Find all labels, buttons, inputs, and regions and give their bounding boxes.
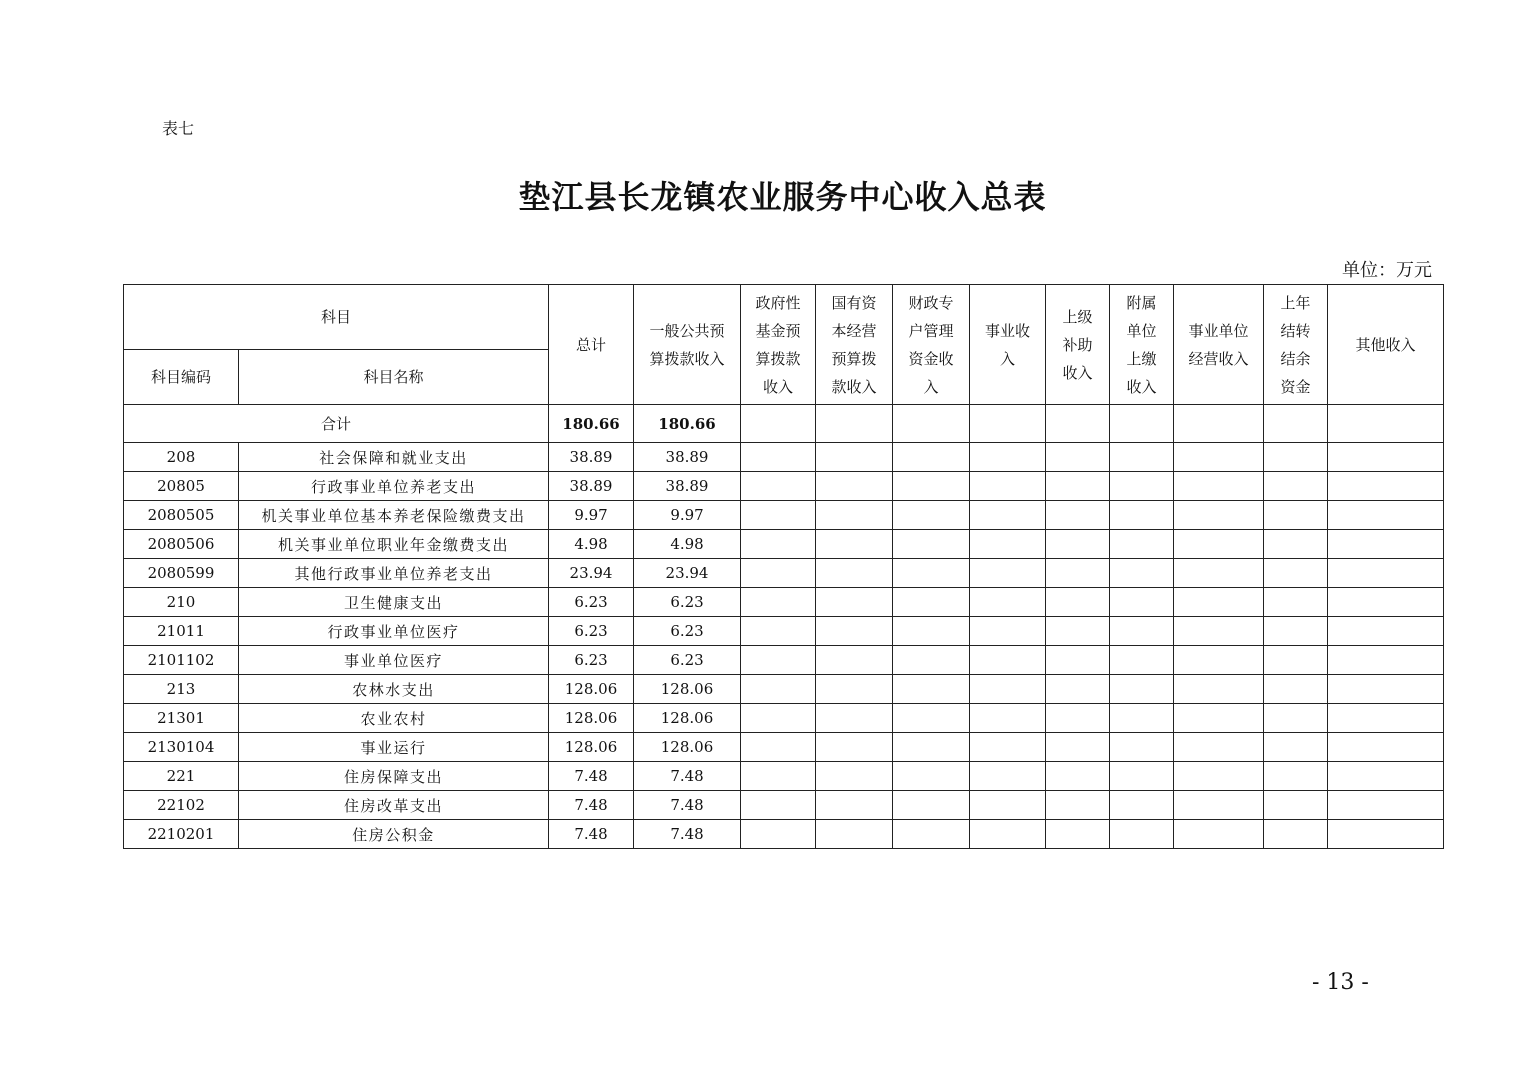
empty-cell xyxy=(816,530,893,559)
empty-cell xyxy=(816,617,893,646)
table-row xyxy=(124,617,1444,646)
header-line: 资金收 xyxy=(908,349,954,368)
empty-cell xyxy=(1046,646,1110,675)
empty-cell xyxy=(816,443,893,472)
empty-cell xyxy=(1328,588,1444,617)
empty-cell xyxy=(1046,472,1110,501)
empty-cell xyxy=(816,472,893,501)
general-budget-cell: 7.48 xyxy=(634,820,741,849)
total-cell: 4.98 xyxy=(549,530,634,559)
header-line: 预算拨 xyxy=(831,349,877,368)
empty-cell xyxy=(741,443,816,472)
empty-cell xyxy=(1110,791,1174,820)
empty-cell xyxy=(741,791,816,820)
header-line: 补助 xyxy=(1062,335,1093,354)
total-value: 180.66 xyxy=(549,405,634,443)
total-general-budget: 180.66 xyxy=(634,405,741,443)
empty-cell xyxy=(1046,559,1110,588)
empty-cell xyxy=(1264,820,1328,849)
header-line: 上级 xyxy=(1062,307,1093,326)
empty-cell xyxy=(970,472,1046,501)
total-cell: 38.89 xyxy=(549,443,634,472)
empty-cell xyxy=(1110,617,1174,646)
subject-code-cell: 21011 xyxy=(124,617,239,646)
empty-cell xyxy=(1110,588,1174,617)
empty-cell xyxy=(816,733,893,762)
empty-cell xyxy=(1264,405,1328,443)
empty-cell xyxy=(816,762,893,791)
empty-cell xyxy=(816,501,893,530)
empty-cell xyxy=(1264,501,1328,530)
header-line: 款收入 xyxy=(831,377,877,396)
empty-cell xyxy=(1264,559,1328,588)
empty-cell xyxy=(816,704,893,733)
empty-cell xyxy=(970,762,1046,791)
empty-cell xyxy=(1110,530,1174,559)
header-special-account xyxy=(893,285,970,405)
empty-cell xyxy=(893,791,970,820)
header-line: 户管理 xyxy=(908,321,954,340)
empty-cell xyxy=(1264,704,1328,733)
empty-cell xyxy=(816,675,893,704)
subject-name-cell: 事业单位医疗 xyxy=(239,646,549,675)
general-budget-cell: 6.23 xyxy=(634,617,741,646)
empty-cell xyxy=(816,405,893,443)
subject-code-cell: 208 xyxy=(124,443,239,472)
table-row xyxy=(124,501,1444,530)
total-cell: 128.06 xyxy=(549,733,634,762)
empty-cell xyxy=(1110,405,1174,443)
header-line: 基金预 xyxy=(755,321,801,340)
empty-cell xyxy=(1174,791,1264,820)
header-line: 其他收入 xyxy=(1355,335,1416,354)
header-subject: 科目 xyxy=(124,285,549,350)
empty-cell xyxy=(1046,791,1110,820)
empty-cell xyxy=(741,762,816,791)
header-superior-subsidy xyxy=(1046,285,1110,405)
empty-cell xyxy=(1046,443,1110,472)
empty-cell xyxy=(893,559,970,588)
header-line: 财政专 xyxy=(908,293,954,312)
empty-cell xyxy=(1174,820,1264,849)
total-cell: 6.23 xyxy=(549,646,634,675)
table-row xyxy=(124,675,1444,704)
empty-cell xyxy=(1174,501,1264,530)
empty-cell xyxy=(970,530,1046,559)
header-business-income xyxy=(970,285,1046,405)
header-line: 入 xyxy=(1000,349,1016,368)
empty-cell xyxy=(1046,733,1110,762)
header-general-budget xyxy=(634,285,741,405)
general-budget-cell: 4.98 xyxy=(634,530,741,559)
subject-name-cell: 住房改革支出 xyxy=(239,791,549,820)
subject-code-cell: 2210201 xyxy=(124,820,239,849)
header-line: 事业收 xyxy=(985,321,1031,340)
empty-cell xyxy=(1264,443,1328,472)
empty-cell xyxy=(1174,588,1264,617)
header-line: 收入 xyxy=(1062,363,1093,382)
empty-cell xyxy=(1174,617,1264,646)
empty-cell xyxy=(1174,762,1264,791)
empty-cell xyxy=(1264,791,1328,820)
header-line: 上年 xyxy=(1280,293,1311,312)
empty-cell xyxy=(741,646,816,675)
empty-cell xyxy=(1046,501,1110,530)
empty-cell xyxy=(741,617,816,646)
subject-name-cell: 住房公积金 xyxy=(239,820,549,849)
empty-cell xyxy=(816,646,893,675)
subject-name-cell: 机关事业单位职业年金缴费支出 xyxy=(239,530,549,559)
empty-cell xyxy=(741,405,816,443)
header-line: 经营收入 xyxy=(1188,349,1249,368)
empty-cell xyxy=(893,704,970,733)
header-line: 上缴 xyxy=(1126,349,1157,368)
subject-code-cell: 2080506 xyxy=(124,530,239,559)
income-summary-table xyxy=(123,284,1444,849)
empty-cell xyxy=(1046,530,1110,559)
subject-name-cell: 社会保障和就业支出 xyxy=(239,443,549,472)
empty-cell xyxy=(893,646,970,675)
empty-cell xyxy=(1328,704,1444,733)
table-row xyxy=(124,791,1444,820)
page-number: - 13 - xyxy=(1312,970,1369,995)
empty-cell xyxy=(1110,559,1174,588)
empty-cell xyxy=(816,791,893,820)
table-row xyxy=(124,530,1444,559)
subject-name-cell: 机关事业单位基本养老保险缴费支出 xyxy=(239,501,549,530)
subject-name-cell: 事业运行 xyxy=(239,733,549,762)
header-line: 算拨款 xyxy=(755,349,801,368)
empty-cell xyxy=(1264,646,1328,675)
empty-cell xyxy=(893,472,970,501)
empty-cell xyxy=(970,617,1046,646)
table-row xyxy=(124,704,1444,733)
subject-code-cell: 22102 xyxy=(124,791,239,820)
empty-cell xyxy=(970,501,1046,530)
empty-cell xyxy=(816,559,893,588)
empty-cell xyxy=(970,588,1046,617)
empty-cell xyxy=(1264,617,1328,646)
page-title: 垫江县长龙镇农业服务中心收入总表 xyxy=(518,178,1047,216)
header-line: 本经营 xyxy=(831,321,877,340)
general-budget-cell: 38.89 xyxy=(634,472,741,501)
subject-code-cell: 2130104 xyxy=(124,733,239,762)
table-row xyxy=(124,588,1444,617)
empty-cell xyxy=(741,820,816,849)
table-row xyxy=(124,559,1444,588)
empty-cell xyxy=(1328,791,1444,820)
table-row xyxy=(124,472,1444,501)
empty-cell xyxy=(1046,588,1110,617)
empty-cell xyxy=(1328,733,1444,762)
empty-cell xyxy=(970,733,1046,762)
empty-cell xyxy=(893,762,970,791)
empty-cell xyxy=(970,443,1046,472)
empty-cell xyxy=(1328,646,1444,675)
empty-cell xyxy=(1328,617,1444,646)
general-budget-cell: 38.89 xyxy=(634,443,741,472)
subject-name-cell: 行政事业单位养老支出 xyxy=(239,472,549,501)
empty-cell xyxy=(1110,704,1174,733)
empty-cell xyxy=(741,501,816,530)
table-row xyxy=(124,820,1444,849)
unit-label: 单位：万元 xyxy=(1342,260,1432,281)
table-row xyxy=(124,646,1444,675)
empty-cell xyxy=(1264,762,1328,791)
empty-cell xyxy=(970,820,1046,849)
table-label: 表七 xyxy=(162,119,195,138)
total-cell: 6.23 xyxy=(549,588,634,617)
total-label: 合计 xyxy=(124,405,549,443)
subject-name-cell: 农业农村 xyxy=(239,704,549,733)
total-cell: 38.89 xyxy=(549,472,634,501)
total-cell: 6.23 xyxy=(549,617,634,646)
header-operating-income xyxy=(1174,285,1264,405)
empty-cell xyxy=(741,472,816,501)
empty-cell xyxy=(1264,675,1328,704)
empty-cell xyxy=(1174,472,1264,501)
general-budget-cell: 23.94 xyxy=(634,559,741,588)
header-subject-code: 科目编码 xyxy=(124,350,239,405)
total-row xyxy=(124,405,1444,443)
empty-cell xyxy=(1328,443,1444,472)
subject-name-cell: 行政事业单位医疗 xyxy=(239,617,549,646)
empty-cell xyxy=(1174,646,1264,675)
empty-cell xyxy=(1110,762,1174,791)
header-line: 结余 xyxy=(1280,349,1311,368)
subject-name-cell: 其他行政事业单位养老支出 xyxy=(239,559,549,588)
subject-code-cell: 20805 xyxy=(124,472,239,501)
header-line: 国有资 xyxy=(831,293,877,312)
empty-cell xyxy=(970,405,1046,443)
header-subject-name: 科目名称 xyxy=(239,350,549,405)
general-budget-cell: 128.06 xyxy=(634,675,741,704)
empty-cell xyxy=(1328,472,1444,501)
header-line: 单位 xyxy=(1126,321,1157,340)
subject-code-cell: 2080599 xyxy=(124,559,239,588)
header-line: 附属 xyxy=(1126,293,1157,312)
empty-cell xyxy=(741,559,816,588)
empty-cell xyxy=(1328,530,1444,559)
empty-cell xyxy=(1046,675,1110,704)
empty-cell xyxy=(1328,675,1444,704)
empty-cell xyxy=(1264,530,1328,559)
total-cell: 23.94 xyxy=(549,559,634,588)
empty-cell xyxy=(970,559,1046,588)
empty-cell xyxy=(1110,443,1174,472)
empty-cell xyxy=(1328,405,1444,443)
empty-cell xyxy=(1174,675,1264,704)
empty-cell xyxy=(1110,733,1174,762)
empty-cell xyxy=(1110,472,1174,501)
empty-cell xyxy=(1046,617,1110,646)
general-budget-cell: 6.23 xyxy=(634,588,741,617)
header-state-capital xyxy=(816,285,893,405)
header-line: 一般公共预 xyxy=(649,321,725,340)
empty-cell xyxy=(1264,588,1328,617)
empty-cell xyxy=(1174,405,1264,443)
empty-cell xyxy=(893,588,970,617)
empty-cell xyxy=(893,443,970,472)
subject-code-cell: 2101102 xyxy=(124,646,239,675)
empty-cell xyxy=(741,530,816,559)
empty-cell xyxy=(1174,443,1264,472)
header-line: 结转 xyxy=(1280,321,1311,340)
general-budget-cell: 7.48 xyxy=(634,762,741,791)
header-affiliate-remit xyxy=(1110,285,1174,405)
header-line: 事业单位 xyxy=(1188,321,1249,340)
empty-cell xyxy=(1046,704,1110,733)
table-row xyxy=(124,443,1444,472)
empty-cell xyxy=(741,588,816,617)
empty-cell xyxy=(1046,405,1110,443)
header-line: 入 xyxy=(923,377,939,396)
empty-cell xyxy=(816,588,893,617)
empty-cell xyxy=(741,733,816,762)
subject-code-cell: 21301 xyxy=(124,704,239,733)
empty-cell xyxy=(893,530,970,559)
total-cell: 7.48 xyxy=(549,791,634,820)
empty-cell xyxy=(970,675,1046,704)
general-budget-cell: 9.97 xyxy=(634,501,741,530)
header-line: 政府性 xyxy=(755,293,801,312)
empty-cell xyxy=(1110,646,1174,675)
header-carryover xyxy=(1264,285,1328,405)
empty-cell xyxy=(1110,820,1174,849)
empty-cell xyxy=(893,820,970,849)
empty-cell xyxy=(1046,820,1110,849)
empty-cell xyxy=(1174,559,1264,588)
header-line: 资金 xyxy=(1280,377,1311,396)
empty-cell xyxy=(893,617,970,646)
subject-name-cell: 卫生健康支出 xyxy=(239,588,549,617)
empty-cell xyxy=(970,646,1046,675)
subject-code-cell: 221 xyxy=(124,762,239,791)
general-budget-cell: 6.23 xyxy=(634,646,741,675)
empty-cell xyxy=(1110,675,1174,704)
total-cell: 7.48 xyxy=(549,820,634,849)
subject-name-cell: 住房保障支出 xyxy=(239,762,549,791)
empty-cell xyxy=(1328,762,1444,791)
subject-code-cell: 2080505 xyxy=(124,501,239,530)
empty-cell xyxy=(970,791,1046,820)
header-row xyxy=(124,285,1444,350)
total-cell: 9.97 xyxy=(549,501,634,530)
empty-cell xyxy=(893,733,970,762)
table-row xyxy=(124,762,1444,791)
header-other-income xyxy=(1328,285,1444,405)
empty-cell xyxy=(1264,472,1328,501)
total-cell: 7.48 xyxy=(549,762,634,791)
general-budget-cell: 128.06 xyxy=(634,733,741,762)
empty-cell xyxy=(893,501,970,530)
header-gov-fund xyxy=(741,285,816,405)
empty-cell xyxy=(741,704,816,733)
empty-cell xyxy=(1174,530,1264,559)
total-cell: 128.06 xyxy=(549,675,634,704)
empty-cell xyxy=(741,675,816,704)
header-line: 算拨款收入 xyxy=(649,349,725,368)
header-total: 总计 xyxy=(549,285,634,405)
general-budget-cell: 128.06 xyxy=(634,704,741,733)
general-budget-cell: 7.48 xyxy=(634,791,741,820)
empty-cell xyxy=(1328,820,1444,849)
empty-cell xyxy=(893,405,970,443)
subject-code-cell: 213 xyxy=(124,675,239,704)
empty-cell xyxy=(1328,501,1444,530)
empty-cell xyxy=(1174,704,1264,733)
total-cell: 128.06 xyxy=(549,704,634,733)
empty-cell xyxy=(970,704,1046,733)
subject-code-cell: 210 xyxy=(124,588,239,617)
empty-cell xyxy=(1264,733,1328,762)
empty-cell xyxy=(1046,762,1110,791)
empty-cell xyxy=(1110,501,1174,530)
table-row xyxy=(124,733,1444,762)
subject-name-cell: 农林水支出 xyxy=(239,675,549,704)
empty-cell xyxy=(1328,559,1444,588)
header-line: 收入 xyxy=(1126,377,1157,396)
empty-cell xyxy=(893,675,970,704)
empty-cell xyxy=(816,820,893,849)
empty-cell xyxy=(1174,733,1264,762)
header-line: 收入 xyxy=(763,377,794,396)
